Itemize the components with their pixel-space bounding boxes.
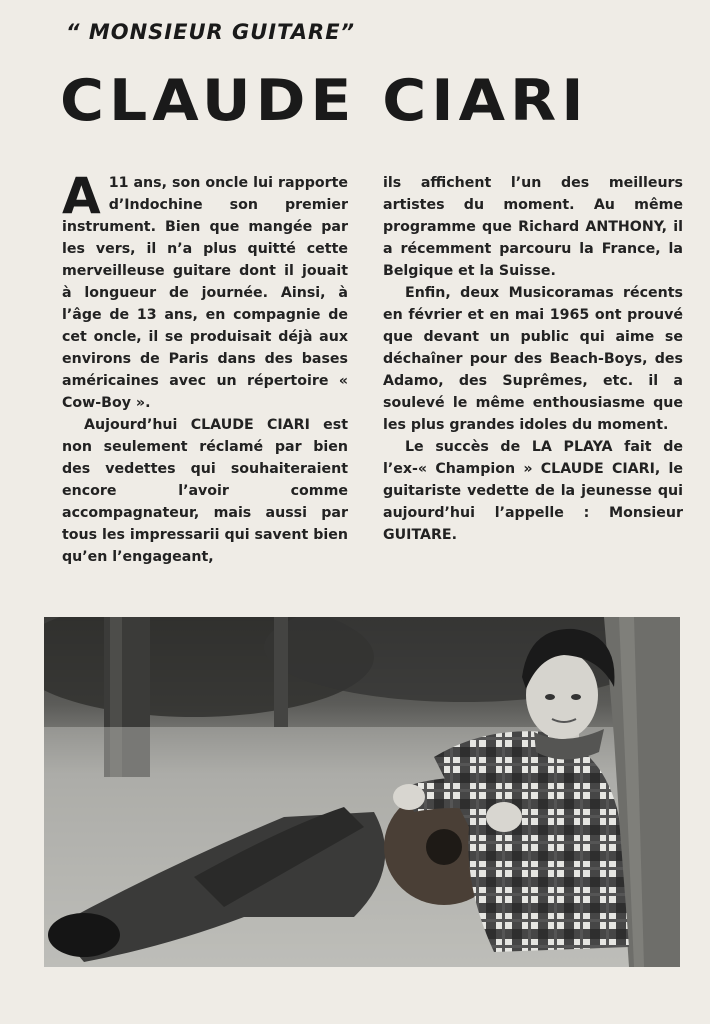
article-paragraph: Le succès de LA PLAYA fait de l’ex-« Champion » CLAUDE CIARI, le guitariste vedette de la jeunesse qui aujourd’hui l’appelle : Monsieur GUITARE. bbox=[383, 439, 683, 543]
portrait-photo bbox=[44, 617, 680, 967]
article-paragraph bbox=[62, 167, 348, 414]
page-title: CLAUDE CIARI bbox=[60, 67, 589, 135]
article-paragraph: ils affichent l’un des meilleurs artistes du moment. Au même programme que Richard ANTHONY, il a récemment parcouru la France, la Belgique et la Suisse. bbox=[383, 175, 683, 279]
article-paragraph-text: 11 ans, son oncle lui rapporte d’Indochine son premier instrument. Bien que mangée par les vers, il n’a plus quitté cette merveilleuse guitare dont il jouait à longueur de journée. Ainsi, à l’âge de 13 ans, en compagnie de cet oncle, il se produisait déjà aux environs de Paris dans des bases américaines avec un répertoire « Cow-Boy ». bbox=[62, 175, 348, 411]
article-column-left bbox=[62, 167, 348, 568]
article-column-right bbox=[383, 172, 683, 546]
drop-cap: A bbox=[62, 167, 101, 225]
article-paragraph: Aujourd’hui CLAUDE CIARI est non seulement réclamé par bien des vedettes qui souhaiteraient encore l’avoir comme accompagnateur, mais aussi par tous les impressarii qui savent bien qu’en l’engageant, bbox=[62, 417, 348, 565]
article-paragraph: Enfin, deux Musicoramas récents en février et en mai 1965 ont prouvé que devant un public qui aime se déchaîner pour des Beach-Boys, des Adamo, des Suprêmes, etc. il a soulevé le même enthousiasme que les plus grandes idoles du moment. bbox=[383, 285, 683, 433]
kicker-nickname: “ MONSIEUR GUITARE” bbox=[66, 20, 356, 44]
